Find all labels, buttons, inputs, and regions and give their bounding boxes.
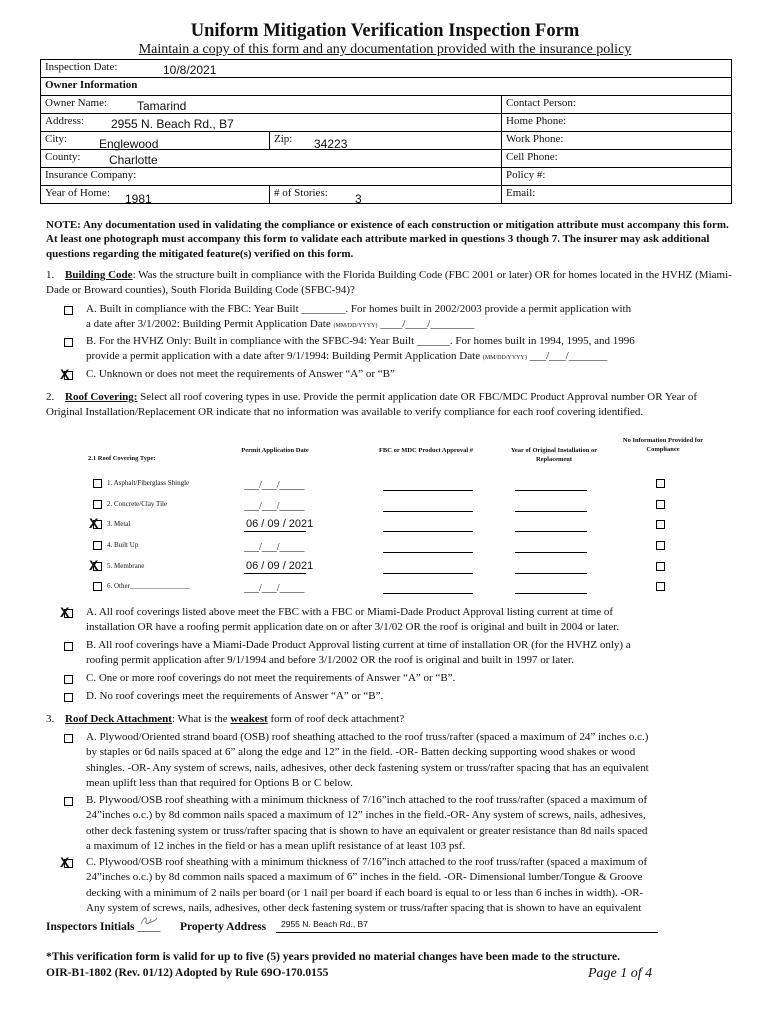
inspection-date-label: Inspection Date:	[45, 61, 118, 73]
q3-text-post: form of roof deck attachment?	[267, 713, 405, 725]
year-home-value[interactable]: 1981	[125, 192, 152, 206]
year-installation-field[interactable]	[515, 490, 587, 491]
q3-c-line: decking with a minimum of 2 nails per board (or 1 nail per board if each board is equal to or less than 6 inches in width). -OR-	[86, 886, 644, 899]
inspection-date-cell	[41, 60, 732, 78]
q1-c-check-mark: X	[60, 366, 70, 382]
q2-b-line2: roofing permit application after 9/1/1994 and before 3/1/2002 OR the roof is original and built in 1997 or later.	[86, 654, 574, 666]
q3-a-line: mean uplift less than that required for Options B or C below.	[86, 776, 353, 789]
q1-b-line2	[86, 349, 607, 364]
product-approval-field[interactable]	[383, 573, 473, 574]
roof-type-label: 4. Built Up	[107, 541, 139, 549]
q1-c-option: C. Unknown or does not meet the requirements of Answer “A” or “B”	[86, 368, 395, 380]
q2-b-line1: B. All roof coverings have a Miami-Dade Product Approval listing current at time of installation OR (for the HVHZ only) a	[86, 639, 631, 651]
q1-b-checkbox[interactable]	[64, 338, 73, 347]
q1-prompt	[46, 268, 736, 298]
q3-c-line: 24”inches o.c.) by 8d common nails spaced a maximum of 6” inches in the field. -OR- Dimensional lumber/Tongue & Groove	[86, 871, 643, 884]
no-information-checkbox[interactable]	[656, 582, 665, 591]
property-address-value[interactable]: 2955 N. Beach Rd., B7	[281, 919, 368, 929]
q2-c-checkbox[interactable]	[64, 675, 73, 684]
product-approval-field[interactable]	[383, 511, 473, 512]
col-year-installation: Year of Original Installation or Replacement	[510, 447, 598, 463]
permit-date-underline	[244, 531, 306, 532]
no-information-checkbox[interactable]	[656, 562, 665, 571]
home-phone-cell	[502, 114, 732, 132]
q2-prompt	[46, 390, 736, 420]
q1-title: Building Code	[65, 269, 133, 281]
q1-a-line2-text: a date after 3/1/2002: Building Permit Application Date	[86, 318, 334, 330]
permit-date-blank[interactable]: ___/___/_____	[244, 501, 305, 512]
permit-date-blank[interactable]: ___/___/_____	[244, 542, 305, 553]
q2-d-checkbox[interactable]	[64, 693, 73, 702]
no-information-checkbox[interactable]	[656, 479, 665, 488]
roof-type-label: 3. Metal	[107, 520, 131, 528]
contact-person-cell	[502, 96, 732, 114]
contact-person-label: Contact Person:	[506, 97, 576, 109]
address-value[interactable]: 2955 N. Beach Rd., B7	[111, 117, 234, 131]
q3-c-line: C. Plywood/OSB roof sheathing with a minimum thickness of 7/16”inch attached to the roof truss/rafter (spaced a maximum of	[86, 856, 648, 868]
cell-phone-cell	[502, 150, 732, 168]
no-information-checkbox[interactable]	[656, 520, 665, 529]
q1-b-line1: B. For the HVHZ Only: Built in compliance with the SFBC-94: Year Built ______. For homes built in 1994, 1995, and 1996	[86, 335, 635, 347]
q3-c-option	[86, 855, 647, 916]
q1-number: 1.	[46, 269, 55, 281]
roof-type-label: 6. Other_________________	[107, 582, 190, 590]
q1-b-date-format: (MM/DD/YYYY)	[482, 355, 527, 361]
roof-type-checkbox[interactable]	[93, 500, 102, 509]
q3-a-checkbox[interactable]	[64, 734, 73, 743]
q3-text-pre: : What is the	[171, 713, 231, 725]
q3-a-option	[86, 730, 649, 791]
col-roof-type: 2.1 Roof Covering Type:	[88, 455, 156, 462]
q3-number: 3.	[46, 713, 55, 725]
zip-value[interactable]: 34223	[314, 137, 348, 151]
footer-address-row	[180, 920, 266, 934]
work-phone-cell	[502, 132, 732, 150]
property-address-line	[276, 932, 658, 933]
q3-title: Roof Deck Attachment	[65, 713, 172, 725]
work-phone-label: Work Phone:	[506, 133, 564, 145]
q3-prompt	[46, 712, 736, 727]
q2-a-line1: A. All roof coverings listed above meet the FBC with a FBC or Miami-Dade Product Approval listing current at time of	[86, 606, 613, 618]
city-label: City:	[45, 133, 68, 145]
year-installation-field[interactable]	[515, 573, 587, 574]
q2-c-option: C. One or more roof coverings do not meet the requirements of Answer “A” or “B”.	[86, 672, 456, 684]
stories-cell	[270, 186, 502, 204]
no-information-checkbox[interactable]	[656, 541, 665, 550]
q3-b-line: a maximum of 12 inches in the field or has a mean uplift resistance of at least 103 psf.	[86, 839, 466, 852]
documentation-note: NOTE: Any documentation used in validating the compliance or existence of each construction or mitigation attribute must accompany this form. At least one photograph must accompany this form to validate each attribute marked in questions 3 though 7. The insurer may ask additional questions regarding the mitigated feature(s) verified on this form.	[46, 219, 729, 260]
permit-date-underline	[244, 573, 306, 574]
zip-cell	[270, 132, 502, 150]
q1-text: : Was the structure built in compliance with the Florida Building Code (FBC 2001 or later) OR for homes located in the HVHZ (Miami-Dade or Broward counties), South Florida Building Code (SFBC-94)?	[46, 269, 732, 297]
q1-b-line2-text: provide a permit application with a date after 9/1/1994: Building Permit Application Date	[86, 350, 483, 362]
policy-label: Policy #:	[506, 169, 546, 181]
form-subtitle: Maintain a copy of this form and any documentation provided with the insurance policy	[138, 42, 632, 57]
stories-label: # of Stories:	[274, 187, 328, 199]
q1-a-line2	[86, 317, 474, 332]
year-home-cell	[41, 186, 270, 204]
permit-date-blank[interactable]: ___/___/_____	[244, 583, 305, 594]
roof-type-label: 2. Concrete/Clay Tile	[107, 500, 168, 508]
policy-cell	[502, 168, 732, 186]
roof-type-label: 5. Membrane	[107, 562, 145, 570]
insurance-label: Insurance Company:	[45, 169, 137, 181]
page-number: Page 1 of 4	[588, 966, 653, 981]
year-installation-field[interactable]	[515, 593, 587, 594]
inspector-initials-label: Inspectors Initials	[46, 921, 135, 933]
form-number: OIR-B1-1802 (Rev. 01/12) Adopted by Rule 69O-170.0155	[46, 967, 329, 979]
permit-date-value[interactable]: 06 / 09 / 2021	[246, 560, 314, 572]
year-installation-field[interactable]	[515, 531, 587, 532]
q3-c-line: Any system of screws, nails, adhesives, other deck fastening system or truss/rafter spacing that is shown to have an equivalent	[86, 901, 642, 914]
q1-a-line1: A. Built in compliance with the FBC: Year Built ________. For homes built in 2002/2003 provide a permit application with	[86, 303, 632, 315]
cell-phone-label: Cell Phone:	[506, 151, 558, 163]
year-home-label: Year of Home:	[45, 187, 110, 199]
address-cell	[41, 114, 502, 132]
permit-date-value[interactable]: 06 / 09 / 2021	[246, 518, 314, 530]
zip-label: Zip:	[274, 133, 293, 145]
county-cell	[41, 150, 502, 168]
product-approval-field[interactable]	[383, 593, 473, 594]
col-product-approval: FBC or MDC Product Approval #	[378, 447, 474, 454]
stories-value[interactable]: 3	[355, 192, 362, 206]
q3-b-option	[86, 793, 647, 854]
county-label: County:	[45, 151, 81, 163]
year-installation-field[interactable]	[515, 552, 587, 553]
col-permit-date: Permit Application Date	[241, 447, 309, 454]
initials-signature	[138, 913, 160, 929]
q2-text: Select all roof covering types in use. Provide the permit application date OR FBC/MDC Product Approval number OR Year of Original Installation/Replacement OR indicate that no information was available to verify compliance for each roof covering identified.	[46, 391, 698, 419]
q3-b-line: 24”inches o.c.) by 8d common nails spaced a maximum of 12” inches in the field.-OR- Any system of screws, nails, adhesives,	[86, 809, 646, 822]
product-approval-field[interactable]	[383, 490, 473, 491]
q2-b-checkbox[interactable]	[64, 642, 73, 651]
q3-a-line: A. Plywood/Oriented strand board (OSB) roof sheathing attached to the roof truss/rafter (spaced a maximum of 24” inches o.c.)	[86, 731, 649, 743]
col-no-information: No Information Provided for Compliance	[622, 437, 704, 453]
q2-a-check-mark: X	[60, 604, 70, 620]
roof-type-check-mark: X	[89, 515, 99, 531]
city-value[interactable]: Englewood	[99, 137, 159, 151]
q3-b-checkbox[interactable]	[64, 797, 73, 806]
owner-name-label: Owner Name:	[45, 97, 108, 109]
owner-info-header: Owner Information	[41, 78, 732, 96]
q3-a-line: shingles. -OR- Any system of screws, nails, adhesives, other deck fastening system or truss/rafter spacing that has an equivalent	[86, 761, 649, 774]
q3-b-line: other deck fastening system or truss/rafter spacing that is shown to have an equivalent or greater resistance than 8d nails spaced	[86, 824, 648, 837]
owner-name-cell	[41, 96, 502, 114]
form-title: Uniform Mitigation Verification Inspection Form	[190, 21, 580, 41]
inspector-initials-blank[interactable]: ____	[134, 921, 161, 933]
no-information-checkbox[interactable]	[656, 500, 665, 509]
owner-name-value[interactable]: Tamarind	[137, 99, 187, 113]
property-address-label: Property Address	[180, 921, 267, 933]
roof-type-checkbox[interactable]	[93, 582, 102, 591]
q3-b-line: B. Plywood/OSB roof sheathing with a minimum thickness of 7/16”inch attached to the roof truss/rafter (spaced a maximum of	[86, 794, 648, 806]
q2-title: Roof Covering:	[65, 391, 138, 403]
product-approval-field[interactable]	[383, 531, 473, 532]
owner-info-table	[40, 59, 732, 204]
inspection-date-value[interactable]: 10/8/2021	[163, 63, 217, 77]
county-value[interactable]: Charlotte	[109, 153, 158, 167]
roof-type-label: 1. Asphalt/Fiberglass Shingle	[107, 479, 190, 487]
email-label: Email:	[506, 187, 536, 199]
q2-d-option: D. No roof coverings meet the requirements of Answer “A” or “B”.	[86, 690, 384, 702]
q2-a-line2: installation OR have a roofing permit application date on or after 3/1/02 OR the roof is original and built in 2004 or later.	[86, 621, 620, 633]
email-cell	[502, 186, 732, 204]
roof-type-checkbox[interactable]	[93, 479, 102, 488]
city-cell	[41, 132, 270, 150]
year-installation-field[interactable]	[515, 511, 587, 512]
q3-weakest: weakest	[230, 713, 268, 725]
home-phone-label: Home Phone:	[506, 115, 567, 127]
q3-a-line: by staples or 6d nails spaced at 6” along the edge and 12” in the field. -OR- Batten decking supporting wood shakes or wood	[86, 746, 636, 759]
q1-a-date-blank[interactable]: ____/____/________	[377, 318, 475, 330]
roof-type-checkbox[interactable]	[93, 541, 102, 550]
validity-statement: *This verification form is valid for up to five (5) years provided no material changes have been made to the structure.	[46, 951, 620, 963]
permit-date-blank[interactable]: ___/___/_____	[244, 480, 305, 491]
q3-c-check-mark: X	[60, 854, 70, 870]
roof-type-check-mark: X	[89, 557, 99, 573]
product-approval-field[interactable]	[383, 552, 473, 553]
q1-a-date-format: (MM/DD/YYYY)	[333, 323, 378, 329]
q2-number: 2.	[46, 391, 55, 403]
insurance-cell	[41, 168, 502, 186]
q1-b-date-blank[interactable]: ___/___/_______	[526, 350, 608, 362]
address-label: Address:	[45, 115, 85, 127]
q1-a-checkbox[interactable]	[64, 306, 73, 315]
